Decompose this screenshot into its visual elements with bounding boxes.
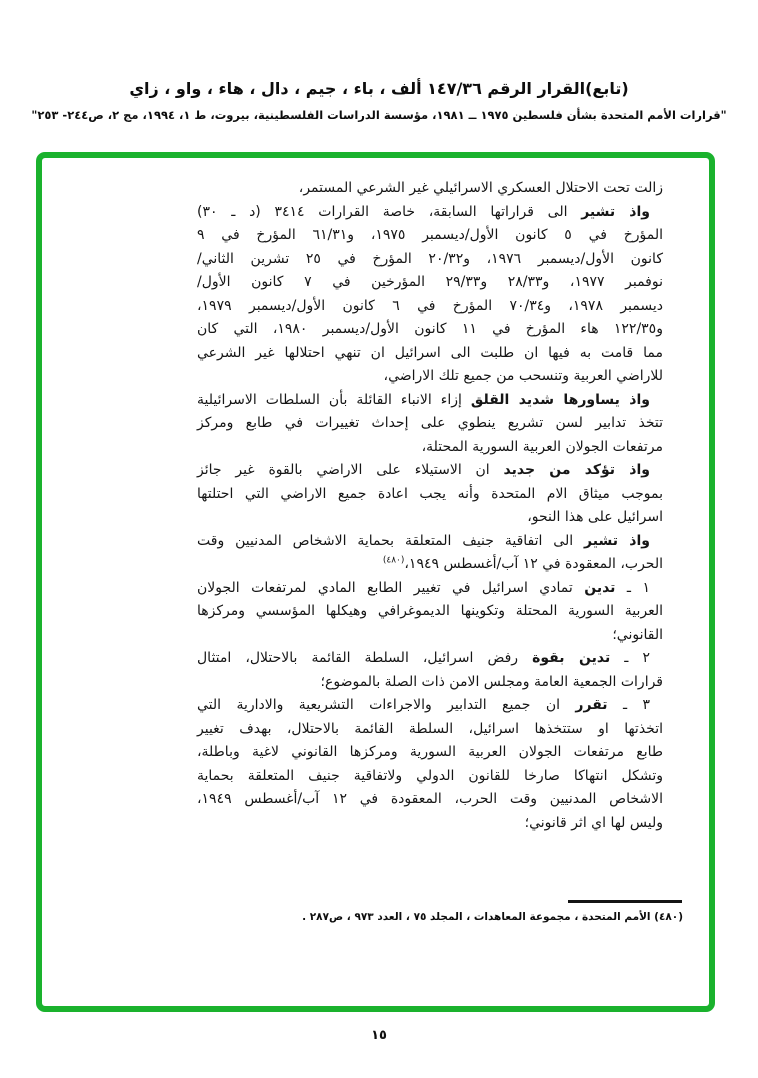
text-run: ٣ ـ (607, 697, 650, 713)
text-run: تتخذ تدابير لسن تشريع ينطوي على إحداث تغييرات في طابع ومركز (197, 415, 663, 431)
body-line (197, 459, 663, 483)
body-line (197, 694, 663, 718)
body-line (197, 530, 663, 554)
text-run: الاشخاص المدنيين وقت الحرب، المعقودة في ١٢ آب/أغسطس ١٩٤٩، (197, 791, 663, 807)
bold-text-run: تدين بقوة (532, 650, 611, 666)
body-line (197, 271, 663, 295)
body-line (197, 577, 663, 601)
text-run: بموجب ميثاق الام المتحدة وأنه يجب اعادة جميع الاراضي التي احتلتها (197, 485, 663, 502)
text-run: ديسمبر ١٩٧٨، و٧٠/٣٤ المؤرخ في ٦ كانون الأول/ديسمبر ١٩٧٩، (197, 297, 663, 314)
body-line (197, 318, 663, 342)
header-resolution-title: (تابع)القرار الرقم ١٤٧/٣٦ ألف ، باء ، جيم ، دال ، هاء ، واو ، زاي (129, 79, 629, 98)
text-run: طابع مرتفعات الجولان العربية السورية ومركزها القانوني لاغية وباطلة، (197, 744, 663, 760)
body-line (197, 436, 663, 460)
bold-text-run: تقرر (575, 697, 608, 713)
text-run: اتخذتها او ستتخذها اسرائيل، السلطة القائمة بالاحتلال، بهدف تغيير (197, 720, 663, 737)
body-line (197, 201, 663, 225)
text-run: ان الاستيلاء على الاراضي بالقوة غير جائز (197, 462, 504, 478)
body-line (197, 224, 663, 248)
text-run: مرتفعات الجولان العربية السورية المحتلة، (421, 438, 663, 455)
body-line (197, 248, 663, 272)
body-line (197, 624, 663, 648)
body-line (197, 365, 663, 389)
body-line (197, 812, 663, 836)
footnote-ref-marker: (٤٨٠) (382, 555, 405, 566)
body-line (197, 295, 663, 319)
body-line (197, 389, 663, 413)
bold-text-run: تدين (584, 579, 616, 596)
text-run: تمادي اسرائيل في تغيير الطابع المادي لمرتفعات الجولان (197, 579, 585, 596)
body-line (197, 483, 663, 507)
body-line (197, 600, 663, 624)
text-run: اسرائيل على هذا النحو، (527, 509, 663, 525)
body-line (197, 553, 663, 577)
text-run: مما قامت به فيها ان طلبت الى اسرائيل ان تنهي احتلالها غير الشرعي (197, 344, 663, 361)
footnote-text: (٤٨٠) الأمم المتحدة ، مجموعة المعاهدات ، المجلد ٧٥ ، العدد ٩٧٣ ، ص٢٨٧ . (302, 911, 683, 923)
text-run: وليس لها اي اثر قانوني؛ (524, 814, 663, 831)
body-line (197, 177, 663, 201)
body-line (197, 671, 663, 695)
resolution-body (197, 177, 663, 835)
body-line (197, 741, 663, 765)
body-line (197, 788, 663, 812)
body-line (197, 765, 663, 789)
body-line (197, 506, 663, 530)
text-run: الى قراراتها السابقة، خاصة القرارات ٣٤١٤ (د ـ ٣٠) (197, 203, 582, 220)
header-citation: "قرارات الأمم المتحدة بشأن فلسطين ١٩٧٥ ــ ١٩٨١، مؤسسة الدراسات الفلسطينية، بيروت، ط ١، ١٩٩٤، مج ٢، ص٢٤٤- ٢٥٣" (31, 108, 727, 122)
text-run: و١٢٢/٣٥ هاء المؤرخ في ١١ كانون الأول/ديسمبر ١٩٨٠، التي كان (197, 321, 663, 337)
text-run: وتشكل انتهاكا صارخا للقانون الدولي ولاتفاقية جنيف المتعلقة بحماية (197, 767, 663, 784)
text-run: نوفمبر ١٩٧٧، و٢٨/٣٣ و٢٩/٣٣ المؤرخين في ٧ كانون الأول/ (197, 274, 663, 290)
text-run: ان جميع التدابير والاجراءات التشريعية والادارية التي (197, 697, 576, 713)
text-run: إزاء الانباء القائلة بأن السلطات الاسرائيلية (197, 391, 471, 408)
text-run: للاراضي العربية وتنسحب من جميع تلك الاراضي، (383, 368, 663, 384)
text-run: قرارات الجمعية العامة ومجلس الامن ذات الصلة بالموضوع؛ (320, 673, 663, 690)
text-run: ١ ـ (615, 579, 650, 596)
body-line (197, 412, 663, 436)
bold-text-run: واذ تؤكد من جديد (503, 462, 650, 478)
text-run: العربية السورية المحتلة وتكوينها الديموغرافي وهيكلها المؤسسي ومركزها (197, 603, 663, 619)
bold-text-run: واذ يساورها شديد القلق (470, 391, 650, 408)
text-run: القانوني؛ (612, 626, 663, 643)
page-number: ١٥ (371, 1028, 387, 1043)
body-line (197, 718, 663, 742)
footnote-separator-rule (568, 900, 682, 903)
text-run: المؤرخ في ٥ كانون الأول/ديسمبر ١٩٧٥، و٦١/٣١ المؤرخ في ٩ (197, 227, 663, 243)
body-line (197, 342, 663, 366)
text-run: الحرب، المعقودة في ١٢ آب/أغسطس ١٩٤٩، (404, 556, 663, 572)
text-run: رفض اسرائيل، السلطة القائمة بالاحتلال، امتثال (197, 650, 533, 666)
text-run: الى اتفاقية جنيف المتعلقة بحماية الاشخاص المدنيين وقت (197, 532, 585, 549)
text-run: زالت تحت الاحتلال العسكري الاسرائيلي غير الشرعي المستمر، (298, 180, 663, 196)
text-run: كانون الأول/ديسمبر ١٩٧٦، و٢٠/٣٢ المؤرخ في ٢٥ تشرين الثاني/ (197, 250, 663, 267)
text-run: ٢ ـ (610, 650, 650, 666)
bold-text-run: واذ تشير (581, 203, 650, 220)
bold-text-run: واذ تشير (584, 532, 650, 549)
body-line (197, 647, 663, 671)
